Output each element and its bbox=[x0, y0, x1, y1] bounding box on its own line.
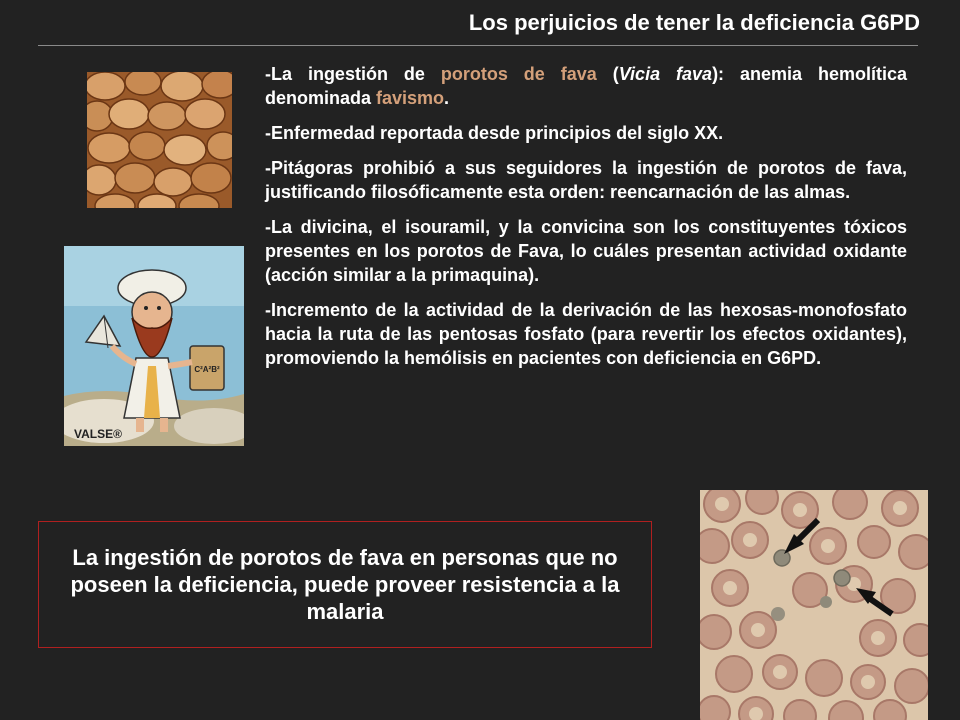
pythagoras-cartoon-image bbox=[64, 246, 244, 446]
cartoon-signature: VALSE® bbox=[74, 427, 122, 441]
bullet-pythagoras: -Pitágoras prohibió a sus seguidores la ingestión de porotos de fava, justificando filosóficamente esta orden: reencarnación de las almas. bbox=[265, 158, 907, 202]
bullet-favismo-mid2: ): anemia hemolítica denominada bbox=[265, 64, 907, 108]
slide-title: Los perjuicios de tener la deficiencia G6PD bbox=[468, 10, 920, 35]
fava-beans-image bbox=[87, 72, 232, 208]
bullet-favismo-mid1: ( bbox=[596, 64, 619, 84]
bullet-favismo-end: . bbox=[444, 88, 450, 108]
bullet-favismo-highlight-beans: porotos de fava bbox=[440, 64, 597, 84]
bullet-toxic-compounds: -La divicina, el isouramil, y la convicina son los constituyentes tóxicos presentes en los porotos de Fava, lo cuáles presentan actividad oxidante (acción similar a la primaquina). bbox=[265, 217, 907, 285]
malaria-callout-text: La ingestión de porotos de fava en personas que no poseen la deficiencia, puede proveer resistencia a la malaria bbox=[70, 545, 620, 624]
bullet-history: -Enfermedad reportada desde principios del siglo XX. bbox=[265, 123, 724, 143]
bullet-pentose-pathway: -Incremento de la actividad de la derivación de las hexosas-monofosfato hacia la ruta de las pentosas fosfato (para revertir los efectos oxidantes), promoviendo la hemólisis en pacientes con deficiencia en G6PD. bbox=[265, 300, 907, 368]
bullet-favismo-species: Vicia fava bbox=[618, 64, 713, 84]
blood-smear-image bbox=[700, 490, 928, 720]
bullet-favismo-pre: -La ingestión de bbox=[265, 64, 441, 84]
title-divider bbox=[38, 45, 918, 46]
malaria-callout-box bbox=[38, 521, 652, 648]
bullet-favismo-highlight-term: favismo bbox=[376, 88, 445, 108]
cartoon-tablet-text: C²A²B² bbox=[194, 365, 220, 374]
bullet-list bbox=[265, 62, 907, 381]
bullet-favismo bbox=[265, 62, 907, 110]
